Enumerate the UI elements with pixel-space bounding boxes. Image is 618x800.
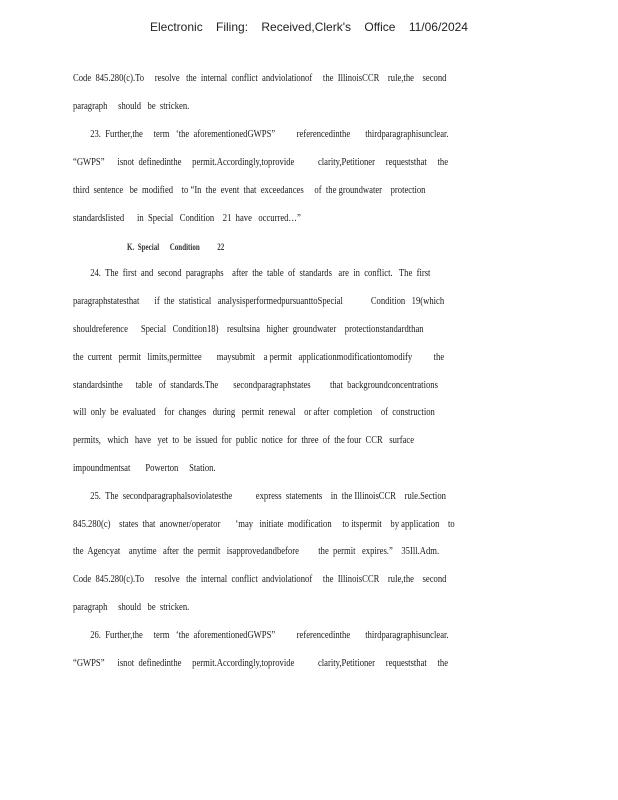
filing-header: Electronic Filing: Received,Clerk's Office 11/06/2024 [150,20,468,34]
paragraph-24-line: 24. The first and second paragraphs after the table of standards are in conflict. The first [73,268,431,279]
body-line: paragraph should be stricken. [73,101,190,112]
body-line: third sentence be modified to “In the event that exceedances of the groundwater protection [73,185,426,196]
body-line: Code 845.280(c).To resolve the internal conflict andviolationof the IllinoisCCR rule,the second [73,73,447,84]
body-line: Code 845.280(c).To resolve the internal conflict andviolationof the IllinoisCCR rule,the second [73,574,447,585]
body-line: 845.280(c) states that anowner/operator ‘may initiate modification to itspermit by application to [73,519,455,530]
body-line: shouldreference Special Condition18) resultsina higher groundwater protectionstandardthan [73,324,424,335]
body-line: standardslisted in Special Condition 21 have occurred…” [73,213,301,224]
body-line: standardsinthe table of standards.The secondparagraphstates that backgroundconcentrations [73,380,438,391]
body-line: the current permit limits,permittee maysubmit a permit applicationmodificationtomodify the [73,352,445,363]
paragraph-25-line: 25. The secondparagraphalsoviolatesthe express statements in the IllinoisCCR rule.Section [73,491,446,502]
body-line: impoundmentsat Powerton Station. [73,463,216,474]
body-line: “GWPS” isnot definedinthe permit.Accordingly,toprovide clarity,Petitioner requeststhat the [73,157,449,168]
section-heading: K. Special Condition 22 [127,242,225,252]
body-line: the Agencyat anytime after the permit isapprovedandbefore the permit expires.” 35Ill.Adm. [73,546,440,557]
paragraph-26-line: 26. Further,the term ‘the aforementionedGWPS” referencedinthe thirdparagraphisunclear. [73,630,449,641]
body-line: permits, which have yet to be issued for public notice for three of the four CCR surface [73,435,415,446]
body-line: paragraphstatesthat if the statistical analysisperformedpursuanttoSpecial Condition 19(which [73,296,445,307]
body-line: will only be evaluated for changes during permit renewal or after completion of construction [73,407,435,418]
body-line: “GWPS” isnot definedinthe permit.Accordingly,toprovide clarity,Petitioner requeststhat the [73,658,449,669]
body-line: paragraph should be stricken. [73,602,190,613]
paragraph-23-line: 23. Further,the term ‘the aforementionedGWPS” referencedinthe thirdparagraphisunclear. [73,129,449,140]
